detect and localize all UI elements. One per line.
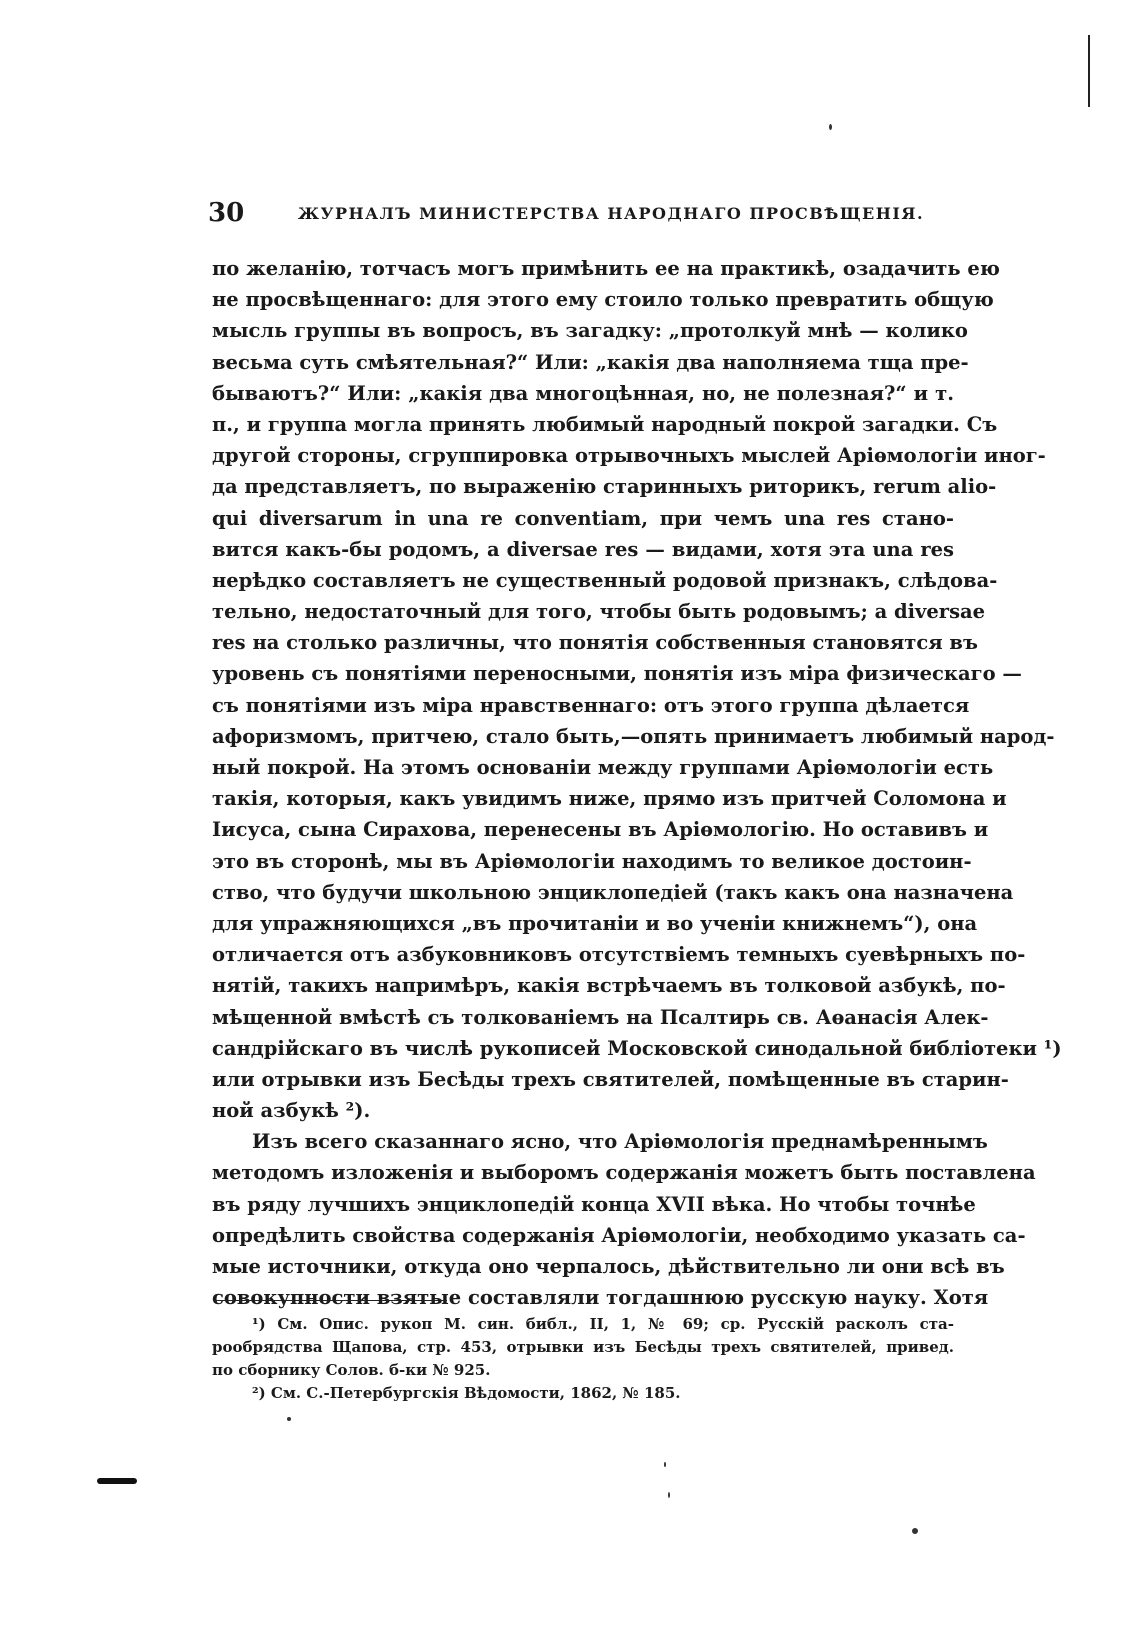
text-line: отличается отъ азбуковниковъ отсутствіемъ темныхъ суевѣрныхъ по- [212, 943, 1026, 967]
text-line: по желанію, тотчасъ могъ примѣнить ее на практикѣ, озадачить ею [212, 257, 1000, 280]
body-text [212, 253, 1062, 1313]
text-line: уровень съ понятіями переносными, понятія изъ міра физическаго — [212, 662, 1022, 686]
text-line: бываютъ?“ Или: „какія два многоцѣнная, но, не полезная?“ и т. [212, 381, 954, 405]
text-line: нятій, такихъ напримѣръ, какія встрѣчаемъ въ толковой азбукѣ, по- [212, 974, 1006, 998]
text-line: да представляетъ, по выраженію старинныхъ риторикъ, rerum alio- [212, 475, 997, 499]
scan-margin-line [1088, 35, 1090, 107]
text-line: такія, которыя, какъ увидимъ ниже, прямо изъ притчей Соломона и [212, 787, 1007, 811]
text-line: мые источники, откуда оно черпалось, дѣйствительно ли они всѣ въ [212, 1255, 1005, 1278]
text-line: Изъ всего сказаннаго ясно, что Аріѳмологія преднамѣреннымъ [252, 1130, 988, 1154]
scan-speck [829, 124, 832, 130]
text-line: это въ сторонѣ, мы въ Аріѳмологіи находимъ то великое достоин- [212, 849, 972, 873]
text-line: ной азбукѣ ²). [212, 1099, 371, 1123]
text-line: афоризмомъ, притчею, стало быть,—опять принимаетъ любимый народ- [212, 724, 1055, 748]
text-line: совокупности взятые составляли тогдашнюю русскую науку. Хотя [212, 1286, 989, 1310]
text-line: Іисуса, сына Сирахова, перенесены въ Аріѳмологію. Но оставивъ и [212, 818, 989, 842]
text-line: весьма суть смѣятельная?“ Или: „какія два наполняема тща пре- [212, 350, 969, 374]
text-line: вится какъ-бы родомъ, а diversae res — видами, хотя эта una res [212, 537, 954, 561]
text-line: тельно, недостаточный для того, чтобы быть родовымъ; а diversae [212, 600, 986, 624]
page-number: 30 [208, 198, 245, 228]
text-line: мысль группы въ вопросъ, въ загадку: „протолкуй мнѣ — колико [212, 319, 968, 343]
text-line: qui diversarum in una re conventiam, при чемъ una res стано- [212, 506, 954, 530]
footnote-line: рообрядства Щапова, стр. 453, отрывки изъ Бесѣды трехъ святителей, привед. [212, 1338, 954, 1356]
footnote-divider [215, 1300, 447, 1301]
text-line: методомъ изложенія и выборомъ содержанія можетъ быть поставлена [212, 1161, 1036, 1185]
text-line: мѣщенной вмѣстѣ съ толкованіемъ на Псалтирь св. Аѳанасія Алек- [212, 1005, 989, 1029]
footnotes [212, 1313, 954, 1405]
text-line: съ понятіями изъ міра нравственнаго: отъ этого группа дѣлается [212, 693, 970, 717]
scan-speck [664, 1462, 666, 1467]
text-line: другой стороны, сгруппировка отрывочныхъ мыслей Аріѳмологіи иног- [212, 444, 1046, 468]
text-line: сандрійскаго въ числѣ рукописей Московской синодальной библіотеки ¹) [212, 1036, 1062, 1060]
text-line: въ ряду лучшихъ энциклопедій конца XVII вѣка. Но чтобы точнѣе [212, 1192, 976, 1216]
page-header [208, 198, 948, 232]
running-title: ЖУРНАЛЪ МИНИСТЕРСТВА НАРОДНАГО ПРОСВѢЩЕНІЯ. [298, 204, 925, 223]
text-line: п., и группа могла принять любимый народный покрой загадки. Съ [212, 412, 998, 436]
text-line: для упражняющихся „въ прочитаніи и во ученіи книжнемъ“), она [212, 911, 978, 935]
footnote-line: ²) См. С.-Петербургскія Вѣдомости, 1862, № 185. [252, 1384, 681, 1402]
text-line: ство, что будучи школьною энциклопедіей (такъ какъ она назначена [212, 880, 1014, 904]
text-line: не просвѣщеннаго: для этого ему стоило только превратить общую [212, 288, 994, 312]
footnote-line: ¹) См. Опис. рукоп М. син. библ., II, 1, № 69; ср. Русскій расколъ ста- [252, 1315, 954, 1333]
text-line: или отрывки изъ Бесѣды трехъ святителей, помѣщенные въ старин- [212, 1067, 1009, 1091]
text-line: опредѣлить свойства содержанія Аріѳмологіи, необходимо указать са- [212, 1223, 1026, 1247]
scan-mark [97, 1478, 137, 1484]
scan-speck [912, 1528, 918, 1534]
scan-speck [287, 1417, 291, 1421]
footnote-line: по сборнику Солов. б-ки № 925. [212, 1361, 491, 1379]
text-line: ный покрой. На этомъ основаніи между группами Аріѳмологіи есть [212, 756, 994, 779]
scan-speck [668, 1492, 670, 1498]
text-line: нерѣдко составляетъ не существенный родовой признакъ, слѣдова- [212, 568, 998, 592]
text-line: res на столько различны, что понятія собственныя становятся въ [212, 631, 978, 655]
